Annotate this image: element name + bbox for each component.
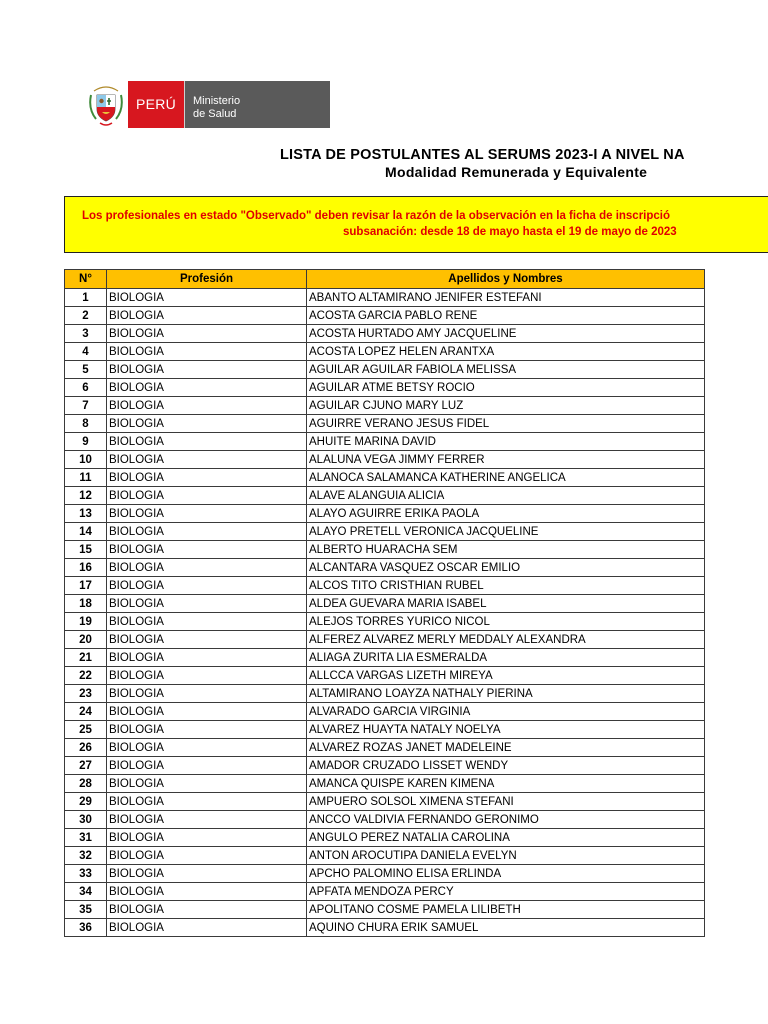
document-subtitle: Modalidad Remunerada y Equivalente bbox=[385, 164, 648, 180]
row-number: 23 bbox=[65, 685, 107, 703]
table-row bbox=[65, 739, 705, 757]
row-profession: BIOLOGIA bbox=[107, 811, 307, 829]
table-row bbox=[65, 667, 705, 685]
row-number: 11 bbox=[65, 469, 107, 487]
row-profession: BIOLOGIA bbox=[107, 487, 307, 505]
row-name: AQUINO CHURA ERIK SAMUEL bbox=[307, 919, 705, 937]
row-profession: BIOLOGIA bbox=[107, 343, 307, 361]
row-name: ALDEA GUEVARA MARIA ISABEL bbox=[307, 595, 705, 613]
row-profession: BIOLOGIA bbox=[107, 721, 307, 739]
row-name: ALLCCA VARGAS LIZETH MIREYA bbox=[307, 667, 705, 685]
row-number: 28 bbox=[65, 775, 107, 793]
table-row bbox=[65, 721, 705, 739]
row-number: 9 bbox=[65, 433, 107, 451]
row-profession: BIOLOGIA bbox=[107, 505, 307, 523]
row-number: 24 bbox=[65, 703, 107, 721]
notice-line-1: Los profesionales en estado "Observado" deben revisar la razón de la observación en la ficha de inscripció bbox=[82, 210, 671, 222]
peru-coat-of-arms-icon bbox=[88, 81, 124, 128]
row-name: ALAYO AGUIRRE ERIKA PAOLA bbox=[307, 505, 705, 523]
table-row bbox=[65, 649, 705, 667]
row-name: AGUILAR AGUILAR FABIOLA MELISSA bbox=[307, 361, 705, 379]
row-name: ALAVE ALANGUIA ALICIA bbox=[307, 487, 705, 505]
row-number: 35 bbox=[65, 901, 107, 919]
row-number: 13 bbox=[65, 505, 107, 523]
table-row bbox=[65, 433, 705, 451]
table-row bbox=[65, 631, 705, 649]
row-name: ALFEREZ ALVAREZ MERLY MEDDALY ALEXANDRA bbox=[307, 631, 705, 649]
table-row bbox=[65, 523, 705, 541]
row-number: 5 bbox=[65, 361, 107, 379]
table-row bbox=[65, 577, 705, 595]
table-row bbox=[65, 847, 705, 865]
row-profession: BIOLOGIA bbox=[107, 577, 307, 595]
table-row bbox=[65, 703, 705, 721]
row-number: 7 bbox=[65, 397, 107, 415]
row-name: APFATA MENDOZA PERCY bbox=[307, 883, 705, 901]
row-profession: BIOLOGIA bbox=[107, 739, 307, 757]
row-number: 22 bbox=[65, 667, 107, 685]
row-profession: BIOLOGIA bbox=[107, 307, 307, 325]
table-row bbox=[65, 451, 705, 469]
table-row bbox=[65, 289, 705, 307]
row-number: 19 bbox=[65, 613, 107, 631]
table-row bbox=[65, 883, 705, 901]
column-header-profession: Profesión bbox=[107, 270, 307, 289]
row-name: ALALUNA VEGA JIMMY FERRER bbox=[307, 451, 705, 469]
ministry-label bbox=[184, 81, 330, 128]
row-name: APCHO PALOMINO ELISA ERLINDA bbox=[307, 865, 705, 883]
row-name: AMANCA QUISPE KAREN KIMENA bbox=[307, 775, 705, 793]
document-title: LISTA DE POSTULANTES AL SERUMS 2023-I A NIVEL NA bbox=[280, 147, 685, 163]
row-profession: BIOLOGIA bbox=[107, 397, 307, 415]
row-number: 26 bbox=[65, 739, 107, 757]
row-name: ALVARADO GARCIA VIRGINIA bbox=[307, 703, 705, 721]
row-name: ALCANTARA VASQUEZ OSCAR EMILIO bbox=[307, 559, 705, 577]
row-name: ACOSTA HURTADO AMY JACQUELINE bbox=[307, 325, 705, 343]
row-number: 12 bbox=[65, 487, 107, 505]
column-header-number: N° bbox=[65, 270, 107, 289]
row-name: AMADOR CRUZADO LISSET WENDY bbox=[307, 757, 705, 775]
table-row bbox=[65, 775, 705, 793]
table-row bbox=[65, 343, 705, 361]
row-profession: BIOLOGIA bbox=[107, 379, 307, 397]
row-profession: BIOLOGIA bbox=[107, 901, 307, 919]
row-profession: BIOLOGIA bbox=[107, 703, 307, 721]
row-number: 32 bbox=[65, 847, 107, 865]
row-name: AGUILAR ATME BETSY ROCIO bbox=[307, 379, 705, 397]
table-row bbox=[65, 397, 705, 415]
table-row bbox=[65, 793, 705, 811]
row-profession: BIOLOGIA bbox=[107, 613, 307, 631]
row-profession: BIOLOGIA bbox=[107, 595, 307, 613]
row-name: AHUITE MARINA DAVID bbox=[307, 433, 705, 451]
table-row bbox=[65, 307, 705, 325]
row-profession: BIOLOGIA bbox=[107, 415, 307, 433]
table-row bbox=[65, 685, 705, 703]
row-profession: BIOLOGIA bbox=[107, 289, 307, 307]
row-number: 8 bbox=[65, 415, 107, 433]
row-number: 3 bbox=[65, 325, 107, 343]
table-row bbox=[65, 361, 705, 379]
column-header-name: Apellidos y Nombres bbox=[307, 270, 705, 289]
row-profession: BIOLOGIA bbox=[107, 919, 307, 937]
row-number: 1 bbox=[65, 289, 107, 307]
table-row bbox=[65, 325, 705, 343]
table-row bbox=[65, 829, 705, 847]
table-row bbox=[65, 415, 705, 433]
row-number: 14 bbox=[65, 523, 107, 541]
row-name: AMPUERO SOLSOL XIMENA STEFANI bbox=[307, 793, 705, 811]
row-number: 29 bbox=[65, 793, 107, 811]
row-number: 25 bbox=[65, 721, 107, 739]
row-profession: BIOLOGIA bbox=[107, 667, 307, 685]
table-row bbox=[65, 541, 705, 559]
ministry-line-2: de Salud bbox=[193, 108, 237, 120]
row-number: 15 bbox=[65, 541, 107, 559]
row-profession: BIOLOGIA bbox=[107, 775, 307, 793]
row-number: 18 bbox=[65, 595, 107, 613]
row-profession: BIOLOGIA bbox=[107, 433, 307, 451]
row-number: 17 bbox=[65, 577, 107, 595]
row-number: 16 bbox=[65, 559, 107, 577]
row-profession: BIOLOGIA bbox=[107, 649, 307, 667]
table-row bbox=[65, 865, 705, 883]
table-row bbox=[65, 901, 705, 919]
row-profession: BIOLOGIA bbox=[107, 451, 307, 469]
row-profession: BIOLOGIA bbox=[107, 883, 307, 901]
row-number: 2 bbox=[65, 307, 107, 325]
row-name: ANCCO VALDIVIA FERNANDO GERONIMO bbox=[307, 811, 705, 829]
row-number: 21 bbox=[65, 649, 107, 667]
table-header-row bbox=[65, 270, 705, 289]
ministry-line-1: Ministerio bbox=[193, 95, 241, 107]
table-row bbox=[65, 487, 705, 505]
row-name: ALANOCA SALAMANCA KATHERINE ANGELICA bbox=[307, 469, 705, 487]
row-name: ALCOS TITO CRISTHIAN RUBEL bbox=[307, 577, 705, 595]
minsa-logo bbox=[88, 81, 330, 128]
row-name: ALEJOS TORRES YURICO NICOL bbox=[307, 613, 705, 631]
row-name: ANTON AROCUTIPA DANIELA EVELYN bbox=[307, 847, 705, 865]
row-profession: BIOLOGIA bbox=[107, 523, 307, 541]
table-row bbox=[65, 505, 705, 523]
row-name: ABANTO ALTAMIRANO JENIFER ESTEFANI bbox=[307, 289, 705, 307]
row-profession: BIOLOGIA bbox=[107, 325, 307, 343]
row-profession: BIOLOGIA bbox=[107, 829, 307, 847]
table-row bbox=[65, 613, 705, 631]
table-row bbox=[65, 919, 705, 937]
row-name: ALVAREZ HUAYTA NATALY NOELYA bbox=[307, 721, 705, 739]
row-number: 33 bbox=[65, 865, 107, 883]
table-row bbox=[65, 469, 705, 487]
row-profession: BIOLOGIA bbox=[107, 847, 307, 865]
applicants-table bbox=[64, 269, 705, 937]
table-row bbox=[65, 811, 705, 829]
row-profession: BIOLOGIA bbox=[107, 865, 307, 883]
row-profession: BIOLOGIA bbox=[107, 793, 307, 811]
notice-line-2: subsanación: desde 18 de mayo hasta el 19 de mayo de 2023 bbox=[343, 226, 677, 238]
row-profession: BIOLOGIA bbox=[107, 757, 307, 775]
row-number: 27 bbox=[65, 757, 107, 775]
row-number: 10 bbox=[65, 451, 107, 469]
row-number: 34 bbox=[65, 883, 107, 901]
row-name: AGUIRRE VERANO JESUS FIDEL bbox=[307, 415, 705, 433]
row-profession: BIOLOGIA bbox=[107, 469, 307, 487]
row-profession: BIOLOGIA bbox=[107, 685, 307, 703]
row-name: APOLITANO COSME PAMELA LILIBETH bbox=[307, 901, 705, 919]
row-name: ALIAGA ZURITA LIA ESMERALDA bbox=[307, 649, 705, 667]
row-number: 20 bbox=[65, 631, 107, 649]
row-profession: BIOLOGIA bbox=[107, 631, 307, 649]
row-name: AGUILAR CJUNO MARY LUZ bbox=[307, 397, 705, 415]
row-profession: BIOLOGIA bbox=[107, 559, 307, 577]
row-name: ACOSTA LOPEZ HELEN ARANTXA bbox=[307, 343, 705, 361]
table-row bbox=[65, 379, 705, 397]
row-name: ALAYO PRETELL VERONICA JACQUELINE bbox=[307, 523, 705, 541]
row-profession: BIOLOGIA bbox=[107, 541, 307, 559]
table-row bbox=[65, 559, 705, 577]
row-name: ALVAREZ ROZAS JANET MADELEINE bbox=[307, 739, 705, 757]
row-name: ALBERTO HUARACHA SEM bbox=[307, 541, 705, 559]
logo-divider bbox=[184, 81, 185, 128]
observation-notice bbox=[64, 196, 768, 253]
peru-label: PERÚ bbox=[128, 81, 184, 128]
row-name: ACOSTA GARCIA PABLO RENE bbox=[307, 307, 705, 325]
table-row bbox=[65, 595, 705, 613]
row-number: 4 bbox=[65, 343, 107, 361]
row-number: 31 bbox=[65, 829, 107, 847]
row-name: ALTAMIRANO LOAYZA NATHALY PIERINA bbox=[307, 685, 705, 703]
table-row bbox=[65, 757, 705, 775]
row-profession: BIOLOGIA bbox=[107, 361, 307, 379]
row-number: 36 bbox=[65, 919, 107, 937]
row-number: 6 bbox=[65, 379, 107, 397]
row-number: 30 bbox=[65, 811, 107, 829]
row-name: ANGULO PEREZ NATALIA CAROLINA bbox=[307, 829, 705, 847]
